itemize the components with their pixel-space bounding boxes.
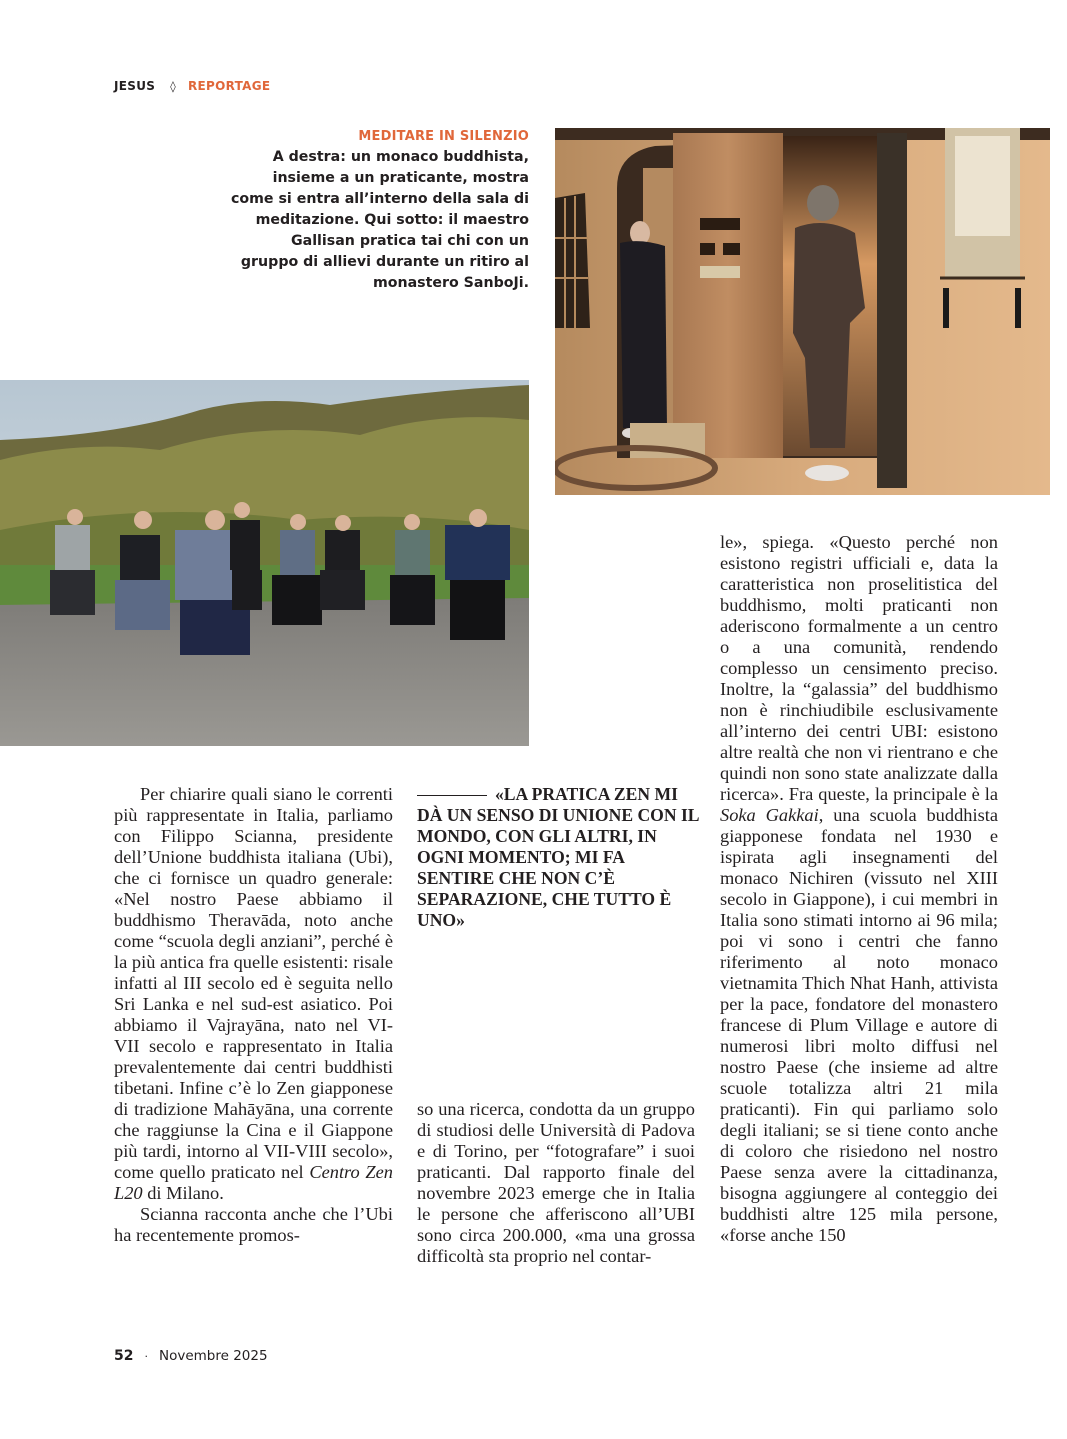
running-head [114,79,270,93]
photo-caption [229,126,529,294]
pull-quote-rule [417,795,487,796]
article-column-2 [417,1099,695,1267]
issue-date: Novembre 2025 [158,1348,268,1364]
article-paragraph: so una ricerca, condotta da un gruppo di studiosi delle Università di Padova e di Torino, per “fotografare” i suoi praticanti. Dal rapporto finale del novembre 2023 emerge che in Italia le persone che afferiscono all’UBI sono circa 200.000, «ma una grossa difficoltà sta proprio nel contar- [417,1099,695,1266]
paragraph-text: Per chiarire quali siano le correnti più rappresentate in Italia, parliamo con Filippo Scianna, presidente dell’Unione buddhista italiana (Ubi), che ci fornisce un quadro generale: «Nel nostro Paese abbiamo il buddhismo Theravāda, noto anche come “scuola degli anziani”, perché è la più antica fra quelle esistenti: risale infatti al III secolo ed è seguita nello Sri Lanka e nel sud-est asiatico. Poi abbiamo il Vajrayāna, nato nel VI-VII secolo e rappresentato in Italia prevalentemente dai centri buddhisti tibetani. Infine c’è lo Zen giapponese di tradizione Mahāyāna, una corrente che raggiunse la Cina e il Giappone più tardi, intorno al VII-VIII secolo», come quello praticato nel [114,784,393,1182]
italic-text: Soka Gakkai [720,805,819,825]
photo-tai-chi-group [0,380,529,746]
paragraph-text: di Milano. [142,1183,224,1203]
page-number: 52 [114,1348,134,1364]
meditation-hall-illustration [555,128,1050,495]
section-label: REPORTAGE [187,79,271,93]
article-paragraph [114,784,393,1204]
pull-quote [417,784,702,931]
article-column-1 [114,784,393,1246]
article-paragraph [720,532,998,1246]
caption-title: MEDITARE IN SILENZIO [358,129,529,144]
article-paragraph: Scianna racconta anche che l’Ubi ha recentemente promos- [114,1204,393,1245]
pull-quote-text: «LA PRATICA ZEN MI DÀ UN SENSO DI UNIONE CON IL MONDO, CON GLI ALTRI, IN OGNI MOMENTO; MI FA SENTIRE CHE NON C’È SEPARAZIONE, CHE TUTTO È UNO» [417,784,699,930]
paragraph-text: le», spiega. «Questo perché non esistono registri ufficiali e, data la caratteristica non proselitistica del buddhismo, molti praticanti non aderiscono formalmente a un centro o a una comunità, rendendo complesso un censimento preciso. Inoltre, la “galassia” del buddhismo non è rinchiudibile esclusivamente all’interno dei centri UBI: esistono altre realtà che non vi rientrano e che quindi non sono state analizzate dalla ricerca». Fra queste, la principale è la [720,532,998,804]
paragraph-text: , una scuola buddhista giapponese fondata nel 1930 e ispirata agli insegnamenti del monaco Nichiren (vissuto nel XIII secolo in Giappone), i cui membri in Italia sono stimati intorno ai 96 mila; poi vi sono i centri che fanno riferimento al noto monaco vietnamita Thich Nhat Hanh, attivista per la pace, fondatore del monastero francese di Plum Village e autore di numerosi libri molto diffusi nel nostro Paese (che insieme ad altre scuole totalizza altri 21 mila praticanti). Fin qui parliamo solo degli italiani; se si tiene conto anche di coloro che risiedono nel nostro Paese senza avere la cittadinanza, bisogna aggiungere al conteggio dei buddhisti altre 125 mila persone, «forse anche 150 [720,805,998,1245]
magazine-name: JESUS [114,79,156,93]
caption-body: A destra: un monaco buddhista, insieme a un praticante, mostra come si entra all’interno della sala di meditazione. Qui sotto: il maestro Gallisan pratica tai chi con un gruppo di allievi durante un ritiro al monastero SanboJi. [230,149,529,291]
photo-meditation-hall [555,128,1050,495]
folio [114,1348,268,1364]
italic-text: Centro Zen L20 [114,1162,393,1203]
tai-chi-illustration [0,380,529,746]
diamond-separator-icon: ◊ [170,79,176,93]
folio-separator: · [144,1349,148,1363]
article-column-3 [720,532,998,1246]
